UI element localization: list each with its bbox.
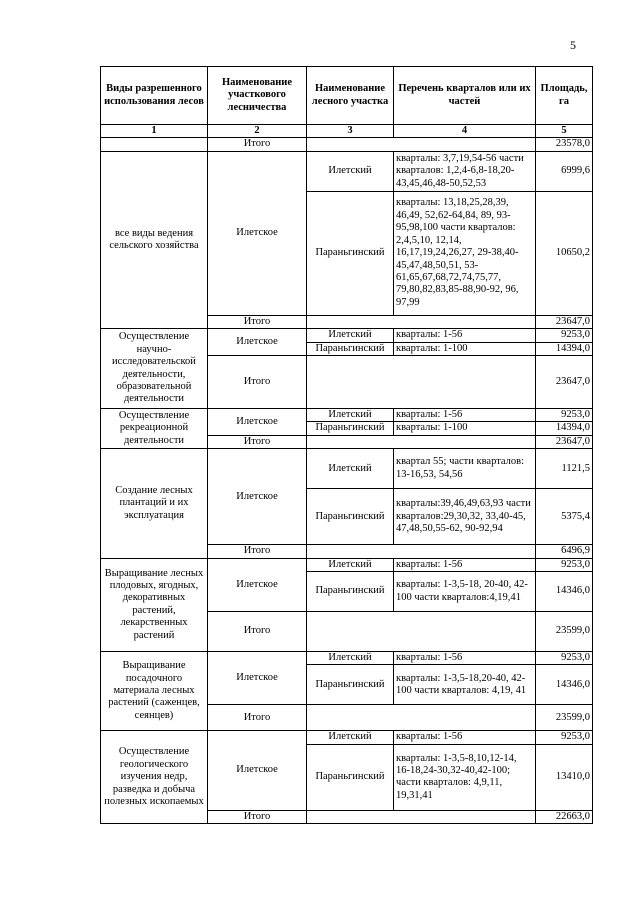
area-value: 14394,0 xyxy=(536,422,593,435)
area-value: 9253,0 xyxy=(536,409,593,422)
col-num-5: 5 xyxy=(536,125,593,138)
site-name: Параньгинский xyxy=(307,665,394,705)
area-value: 9253,0 xyxy=(536,558,593,571)
table-row xyxy=(101,731,593,744)
total-label: Итого xyxy=(208,356,307,409)
area-value: 9253,0 xyxy=(536,329,593,342)
area-value: 9253,0 xyxy=(536,652,593,665)
total-area: 22663,0 xyxy=(536,810,593,823)
total-label: Итого xyxy=(208,612,307,652)
header-area: Площадь, га xyxy=(536,67,593,125)
site-name: Параньгинский xyxy=(307,744,394,810)
area-value: 13410,0 xyxy=(536,744,593,810)
site-name: Параньгинский xyxy=(307,342,394,355)
quarters-list: кварталы:39,46,49,63,93 части кварталов:29,30,32, 33,40-45, 47,48,50,55-62, 90-92,94 xyxy=(394,489,536,545)
area-value: 1121,5 xyxy=(536,449,593,489)
quarters-list: кварталы: 1-56 xyxy=(394,652,536,665)
forestry-name: Илетское xyxy=(208,409,307,436)
area-value: 14394,0 xyxy=(536,342,593,355)
use-type: Осуществление геологического изучения недр, разведка и добыча полезных ископаемых xyxy=(101,731,208,824)
total-area: 23599,0 xyxy=(536,705,593,731)
forestry-name: Илетское xyxy=(208,329,307,356)
site-name: Илетский xyxy=(307,652,394,665)
col-num-4: 4 xyxy=(394,125,536,138)
forestry-name: Илетское xyxy=(208,449,307,545)
quarters-list: квартал 55; части кварталов: 13-16,53, 54,56 xyxy=(394,449,536,489)
area-value: 10650,2 xyxy=(536,191,593,315)
total-label: Итого xyxy=(208,315,307,328)
page-number: 5 xyxy=(570,38,576,52)
forestry-name: Илетское xyxy=(208,151,307,315)
table-row xyxy=(101,449,593,489)
quarters-list: кварталы: 1-3,5-18, 20-40, 42-100 части кварталов:4,19,41 xyxy=(394,572,536,612)
quarters-list: кварталы: 1-3,5-18,20-40, 42-100 части кварталов: 4,19, 41 xyxy=(394,665,536,705)
site-name: Параньгинский xyxy=(307,572,394,612)
forestry-name: Илетское xyxy=(208,731,307,810)
total-area: 23647,0 xyxy=(536,435,593,448)
table-row xyxy=(101,558,593,571)
site-name: Параньгинский xyxy=(307,489,394,545)
area-value: 6999,6 xyxy=(536,151,593,191)
table-row xyxy=(101,409,593,422)
quarters-list: кварталы: 1-56 xyxy=(394,409,536,422)
use-type: Осуществление научно-исследовательской деятельности, образовательной деятельности xyxy=(101,329,208,409)
table-row xyxy=(101,652,593,665)
use-type: Выращивание посадочного материала лесных растений (саженцев, сеянцев) xyxy=(101,652,208,731)
forestry-name: Илетское xyxy=(208,652,307,705)
site-name: Илетский xyxy=(307,449,394,489)
table-row xyxy=(101,151,593,191)
quarters-list: кварталы: 1-56 xyxy=(394,731,536,744)
total-label: Итого xyxy=(208,810,307,823)
use-type: Выращивание лесных плодовых, ягодных, декоративных растений, лекарственных растений xyxy=(101,558,208,651)
total-area: 23578,0 xyxy=(536,138,593,151)
use-type: Создание лесных плантаций и их эксплуатация xyxy=(101,449,208,558)
quarters-list: кварталы: 13,18,25,28,39, 46,49, 52,62-64,84, 89, 93-95,98,100 части кварталов: 2,4,5,10, 12,14, 16,17,19,24,26,27, 29-38,40-45,47,48,50,51, 53-61,65,67,68,72,74,75,77, 79,80,82,83,85-88,90-92, 96, 97,99 xyxy=(394,191,536,315)
total-label: Итого xyxy=(208,705,307,731)
quarters-list: кварталы: 1-3,5-8,10,12-14, 16-18,24-30,32-40,42-100; части кварталов: 4,9,11, 19,31,41 xyxy=(394,744,536,810)
col-num-3: 3 xyxy=(307,125,394,138)
site-name: Илетский xyxy=(307,731,394,744)
total-row xyxy=(101,138,593,151)
col-num-2: 2 xyxy=(208,125,307,138)
forestry-name: Илетское xyxy=(208,558,307,611)
col-num-1: 1 xyxy=(101,125,208,138)
total-label: Итого xyxy=(208,435,307,448)
use-type: Осуществление рекреационной деятельности xyxy=(101,409,208,449)
site-name: Илетский xyxy=(307,409,394,422)
total-label: Итого xyxy=(208,545,307,558)
table-row xyxy=(101,329,593,342)
area-value: 14346,0 xyxy=(536,665,593,705)
total-label: Итого xyxy=(208,138,307,151)
forest-use-table xyxy=(100,66,593,824)
total-area: 23647,0 xyxy=(536,356,593,409)
header-row xyxy=(101,67,593,125)
area-value: 5375,4 xyxy=(536,489,593,545)
column-number-row xyxy=(101,125,593,138)
site-name: Илетский xyxy=(307,329,394,342)
total-area: 23647,0 xyxy=(536,315,593,328)
site-name: Параньгинский xyxy=(307,191,394,315)
header-quarters: Перечень кварталов или их частей xyxy=(394,67,536,125)
quarters-list: кварталы: 1-56 xyxy=(394,558,536,571)
header-site: Наименование лесного участка xyxy=(307,67,394,125)
site-name: Параньгинский xyxy=(307,422,394,435)
quarters-list: кварталы: 3,7,19,54-56 части кварталов: 1,2,4-6,8-18,20-43,45,46,48-50,52,53 xyxy=(394,151,536,191)
quarters-list: кварталы: 1-56 xyxy=(394,329,536,342)
site-name: Илетский xyxy=(307,558,394,571)
use-type: все виды ведения сельского хозяйства xyxy=(101,151,208,328)
area-value: 14346,0 xyxy=(536,572,593,612)
site-name: Илетский xyxy=(307,151,394,191)
header-use: Виды разрешенного использования лесов xyxy=(101,67,208,125)
area-value: 9253,0 xyxy=(536,731,593,744)
header-forestry: Наименование участкового лесничества xyxy=(208,67,307,125)
quarters-list: кварталы: 1-100 xyxy=(394,342,536,355)
total-area: 23599,0 xyxy=(536,612,593,652)
quarters-list: кварталы: 1-100 xyxy=(394,422,536,435)
total-area: 6496,9 xyxy=(536,545,593,558)
